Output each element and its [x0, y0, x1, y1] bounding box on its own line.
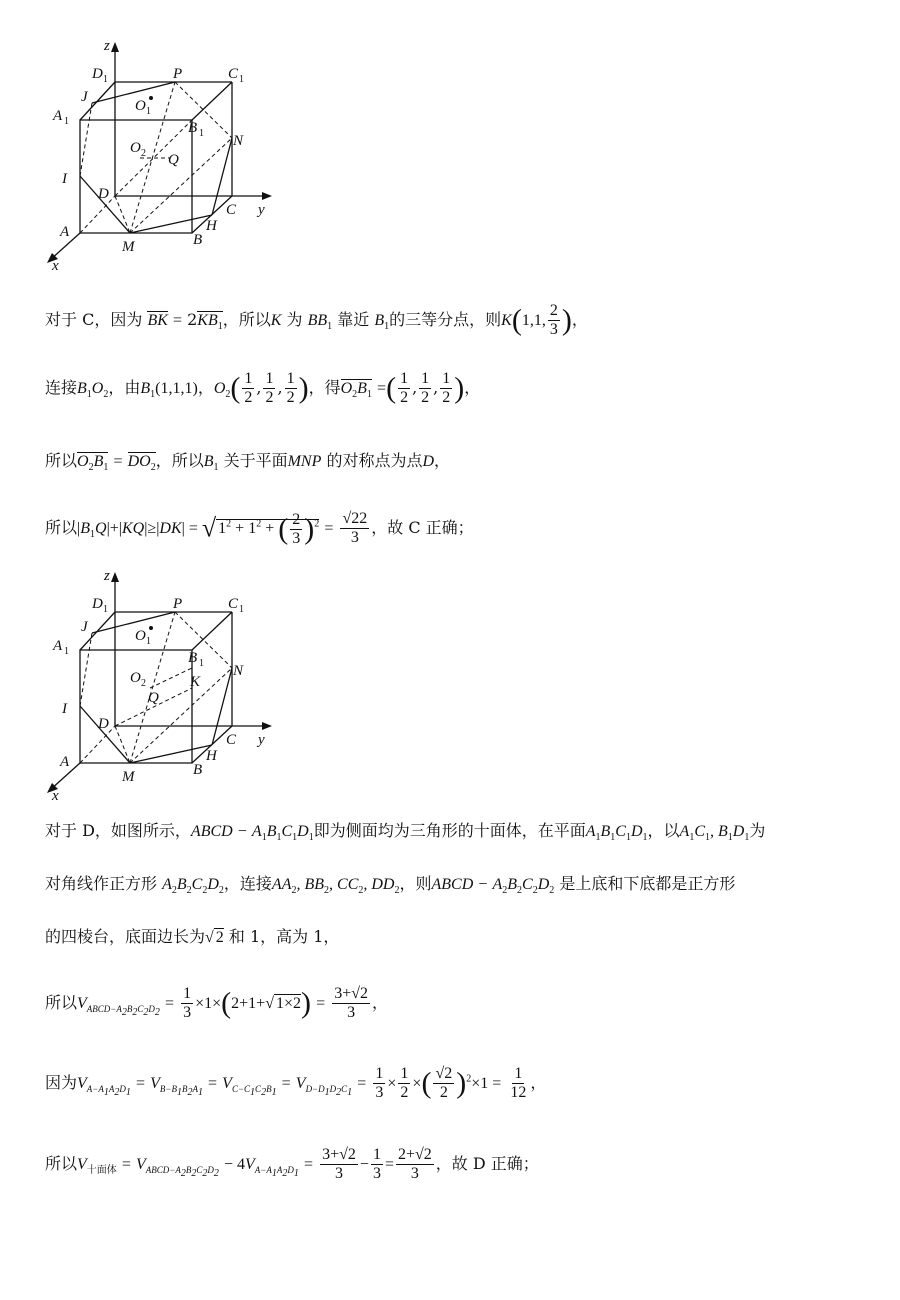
svg-text:1: 1 — [146, 106, 151, 117]
svg-text:A: A — [53, 108, 63, 124]
svg-text:I: I — [62, 701, 67, 717]
svg-text:N: N — [233, 133, 244, 149]
svg-text:2: 2 — [141, 678, 146, 689]
svg-text:P: P — [173, 596, 183, 612]
text-line-10: 所以$V_{十面体} = V_{ABCD-A_2B_2C_2D_2} - 4V_{A-A_1A_2D_1}$ = $\frac{3+√2}{3}$ − $\frac{1}{3}$ = $\frac{2+√2}{3}$ ，故 D 正确； — [45, 1146, 539, 1182]
svg-text:C: C — [228, 596, 239, 612]
svg-text:z: z — [104, 568, 110, 584]
svg-text:x: x — [52, 788, 59, 804]
svg-text:C: C — [226, 202, 237, 218]
svg-text:O: O — [135, 98, 146, 114]
svg-text:B: B — [193, 762, 203, 778]
svg-text:A: A — [60, 224, 70, 240]
svg-text:N: N — [233, 663, 244, 679]
svg-text:O: O — [135, 628, 146, 644]
svg-text:K: K — [190, 674, 201, 690]
text-line-7: 的四棱台，底面边长为√ 2 和 1，高为 1， — [45, 927, 340, 946]
svg-text:M: M — [122, 769, 135, 785]
svg-text:Q: Q — [168, 152, 179, 168]
text-line-3: 所以$O_2B_1 = DO_2$，所以$B_1$ 关于平面MNP 的对称点为点D， — [45, 451, 451, 474]
svg-text:C: C — [226, 732, 237, 748]
text-line-2: 连接$B_1O_2$，由$B_1(1,1,1)$，$O_2$( $\frac{1}{2}$ , $\frac{1}{2}$ , $\frac{1}{2}$ )，得$O_2B_1$ =( $\frac{1}{2}$ , $\frac{1}{2}$ , $\frac{1}{2}$ )， — [45, 370, 481, 406]
svg-text:y: y — [258, 202, 265, 218]
svg-text:C: C — [228, 66, 239, 82]
svg-text:B: B — [188, 650, 198, 666]
text-line-6: 对角线作正方形 $A_2B_2C_2D_2$，连接$AA_2$, $BB_2$, $CC_2$, $DD_2$，则ABCD − $A_2B_2C_2D_2$ 是上底和下底都是正方形 — [45, 874, 736, 897]
svg-text:J: J — [81, 619, 88, 635]
svg-text:1: 1 — [103, 604, 108, 615]
svg-text:B: B — [193, 232, 203, 248]
label-z: z — [104, 38, 110, 54]
svg-text:H: H — [206, 748, 217, 764]
svg-text:P: P — [173, 66, 183, 82]
svg-text:1: 1 — [239, 604, 244, 615]
svg-text:D: D — [92, 596, 103, 612]
text-line-5: 对于 D，如图所示，ABCD − $A_1B_1C_1D_1$即为侧面均为三角形的十面体，在平面$A_1B_1C_1D_1$，以$A_1C_1$, $B_1D_1$为 — [45, 821, 766, 844]
svg-text:J: J — [81, 89, 88, 105]
svg-text:1: 1 — [239, 74, 244, 85]
svg-text:D: D — [98, 716, 109, 732]
svg-text:A: A — [60, 754, 70, 770]
text-line-9: 因为$V_{A-A_1A_2D_1} = V_{B-B_1B_2A_1} = V_{C-C_1C_2B_1} = V_{D-D_1D_2C_1}$ = $\frac{1}{3}$ × $\frac{1}{2}$ ×( $\frac{√2}{2}$ )$^2$×1 = $\frac{1}{12}$ ， — [45, 1065, 547, 1101]
cube-figure-1 — [40, 38, 280, 274]
svg-text:2: 2 — [141, 148, 146, 159]
svg-text:1: 1 — [103, 74, 108, 85]
svg-text:1: 1 — [199, 658, 204, 669]
svg-text:O: O — [130, 140, 141, 156]
text-line-1: 对于 C，因为 BK = $2KB_1$，所以K 为 $BB_1$ 靠近 $B_1$的三等分点，则K(1,1, $\frac{2}{3}$ )， — [45, 302, 588, 338]
svg-text:y: y — [258, 732, 265, 748]
svg-text:1: 1 — [64, 116, 69, 127]
svg-text:Q: Q — [148, 690, 159, 706]
svg-text:B: B — [188, 120, 198, 136]
text-line-4: 所以$|B_1Q|+|KQ|\ge|DK|$ = √ $1^2 + 1^2$ + ( $\frac{2}{3}$ )$^2$ = $\frac{√22}{3}$ ，故 C 正确； — [45, 510, 474, 547]
svg-text:I: I — [62, 171, 67, 187]
svg-text:x: x — [52, 258, 59, 274]
svg-text:D: D — [98, 186, 109, 202]
text-line-8: 所以$V_{ABCD-A_2B_2C_2D_2}$ = $\frac{1}{3}$ ×1×(2+1+√ 1×2) = $\frac{3+√2}{3}$ ， — [45, 985, 389, 1021]
svg-text:O: O — [130, 670, 141, 686]
svg-text:D: D — [92, 66, 103, 82]
cube-figure-2 — [40, 568, 280, 804]
svg-text:1: 1 — [199, 128, 204, 139]
svg-text:H: H — [206, 218, 217, 234]
svg-text:1: 1 — [146, 636, 151, 647]
svg-text:M: M — [122, 239, 135, 255]
svg-text:1: 1 — [64, 646, 69, 657]
svg-text:A: A — [53, 638, 63, 654]
